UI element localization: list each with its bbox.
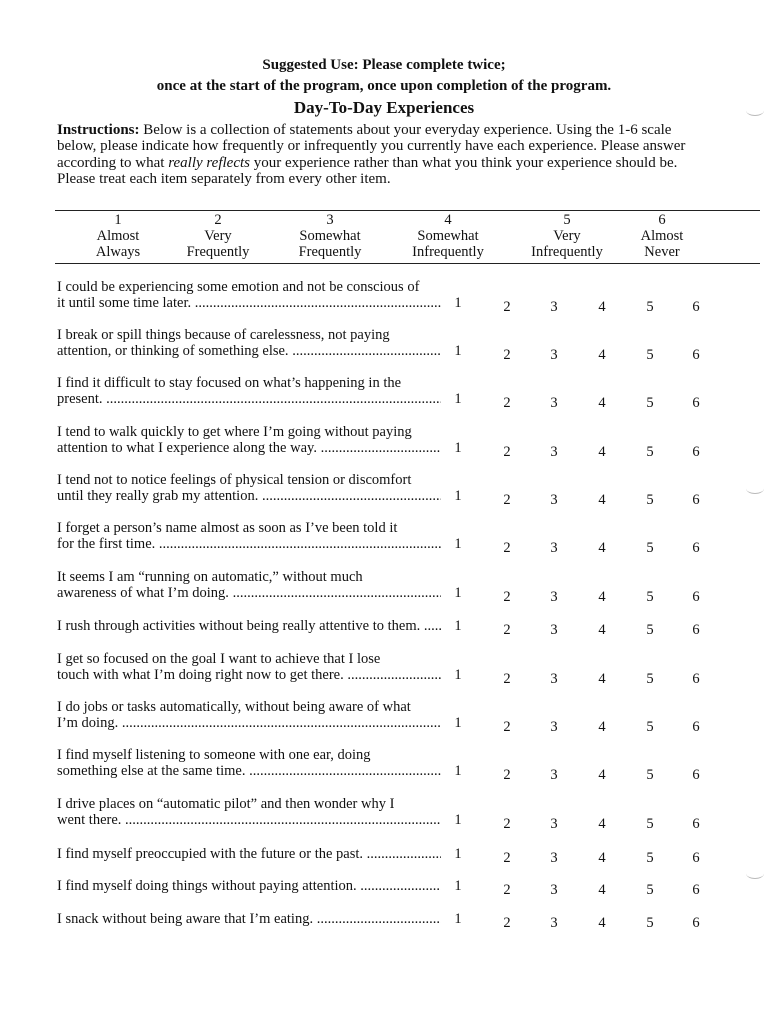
- response-option-2[interactable]: 2: [503, 671, 511, 688]
- item-statement-line-1: I could be experiencing some emotion and not be conscious of: [57, 279, 420, 295]
- item-statement: [57, 796, 441, 829]
- response-option-4[interactable]: 4: [598, 719, 606, 736]
- item-statement-line-2: present. .....: [57, 391, 441, 407]
- item-statement: [57, 651, 441, 684]
- response-option-3[interactable]: 3: [550, 915, 558, 931]
- response-option-2[interactable]: 2: [503, 850, 511, 866]
- response-option-1[interactable]: 1: [454, 846, 462, 862]
- instructions-label: Instructions:: [57, 122, 140, 138]
- scale-number: 3: [326, 212, 334, 228]
- response-option-6[interactable]: 6: [692, 671, 700, 688]
- item-statement-line-1: I tend to walk quickly to get where I’m going without paying: [57, 424, 412, 440]
- item-statement: [57, 569, 441, 602]
- item-statement-line-1: I find myself listening to someone with one ear, doing: [57, 747, 371, 763]
- response-option-2[interactable]: 2: [503, 719, 511, 736]
- response-option-6[interactable]: 6: [692, 589, 700, 606]
- response-option-3[interactable]: 3: [550, 816, 558, 833]
- response-option-3[interactable]: 3: [550, 395, 558, 412]
- response-option-4[interactable]: 4: [598, 492, 606, 509]
- response-option-1[interactable]: 1: [454, 763, 462, 780]
- response-option-5[interactable]: 5: [646, 540, 654, 557]
- response-option-6[interactable]: 6: [692, 816, 700, 833]
- response-option-1[interactable]: 1: [454, 878, 462, 894]
- instructions-text-3b: your experience rather than what you think your experience should be.: [250, 154, 678, 171]
- instructions-text-2: below, please indicate how frequently or infrequently you currently have each experience. Please answer: [57, 138, 686, 155]
- response-option-1[interactable]: 1: [454, 715, 462, 732]
- response-option-5[interactable]: 5: [646, 671, 654, 688]
- response-option-1[interactable]: 1: [454, 295, 462, 312]
- response-option-5[interactable]: 5: [646, 850, 654, 866]
- response-option-6[interactable]: 6: [692, 719, 700, 736]
- response-option-6[interactable]: 6: [692, 299, 700, 316]
- binder-hole-mark: [746, 483, 764, 494]
- response-option-5[interactable]: 5: [646, 347, 654, 364]
- scale-label-bottom: Frequently: [186, 244, 250, 260]
- response-option-1[interactable]: 1: [454, 667, 462, 684]
- page-title: Day-To-Day Experiences: [293, 98, 475, 117]
- response-option-1[interactable]: 1: [454, 536, 462, 553]
- item-statement-line-1: I break or spill things because of carelessness, not paying: [57, 327, 390, 343]
- response-option-5[interactable]: 5: [646, 767, 654, 784]
- item-statement-line-2: I’m doing. .....: [57, 715, 441, 731]
- response-option-4[interactable]: 4: [598, 589, 606, 606]
- item-statement: [57, 520, 441, 553]
- scale-column-2: [158, 212, 278, 260]
- response-option-2[interactable]: 2: [503, 767, 511, 784]
- item-statement: [57, 472, 441, 505]
- response-option-5[interactable]: 5: [646, 719, 654, 736]
- response-option-3[interactable]: 3: [550, 589, 558, 606]
- response-option-2[interactable]: 2: [503, 299, 511, 316]
- response-option-4[interactable]: 4: [598, 395, 606, 412]
- response-option-1[interactable]: 1: [454, 391, 462, 408]
- item-statement: [57, 911, 441, 927]
- response-option-2[interactable]: 2: [503, 622, 511, 638]
- response-option-2[interactable]: 2: [503, 816, 511, 833]
- item-statement-line-1: I do jobs or tasks automatically, without being aware of what: [57, 699, 411, 715]
- response-option-6[interactable]: 6: [692, 540, 700, 557]
- instructions-text-4: Please treat each item separately from every other item.: [57, 170, 391, 187]
- response-option-6[interactable]: 6: [692, 395, 700, 412]
- response-option-4[interactable]: 4: [598, 850, 606, 866]
- response-option-5[interactable]: 5: [646, 915, 654, 931]
- response-option-4[interactable]: 4: [598, 540, 606, 557]
- binder-hole-mark: [746, 105, 764, 116]
- response-option-4[interactable]: 4: [598, 299, 606, 316]
- response-option-3[interactable]: 3: [550, 850, 558, 866]
- item-statement-line-1: I forget a person’s name almost as soon as I’ve been told it: [57, 520, 398, 536]
- scale-label-top: Very: [204, 228, 232, 244]
- response-option-3[interactable]: 3: [550, 347, 558, 364]
- item-statement-line-1: I find myself preoccupied with the future or the past. .....: [57, 846, 441, 862]
- response-option-1[interactable]: 1: [454, 488, 462, 505]
- response-option-2[interactable]: 2: [503, 915, 511, 931]
- item-statement-line-1: I find it difficult to stay focused on what’s happening in the: [57, 375, 402, 391]
- response-option-6[interactable]: 6: [692, 492, 700, 509]
- response-option-3[interactable]: 3: [550, 719, 558, 736]
- scale-column-6: [602, 212, 722, 260]
- response-option-6[interactable]: 6: [692, 882, 700, 898]
- response-option-2[interactable]: 2: [503, 444, 511, 461]
- scale-column-4: [388, 212, 508, 260]
- scale-number: 2: [214, 212, 222, 228]
- scale-label-bottom: Always: [95, 244, 141, 260]
- item-statement-line-1: I tend not to notice feelings of physical tension or discomfort: [57, 472, 412, 488]
- scale-label-top: Almost: [96, 228, 140, 244]
- scale-number: 6: [658, 212, 666, 228]
- instructions: [57, 122, 723, 187]
- response-option-3[interactable]: 3: [550, 882, 558, 898]
- binder-hole-mark: [746, 868, 764, 879]
- response-option-5[interactable]: 5: [646, 622, 654, 638]
- item-statement-line-2: attention, or thinking of something else. .....: [57, 343, 441, 359]
- suggested-use-line-2: once at the start of the program, once upon completion of the program.: [156, 78, 612, 94]
- response-option-5[interactable]: 5: [646, 492, 654, 509]
- response-option-1[interactable]: 1: [454, 618, 462, 634]
- item-statement-line-1: I snack without being aware that I’m eating. .....: [57, 911, 441, 927]
- response-option-1[interactable]: 1: [454, 585, 462, 602]
- item-statement-line-1: I drive places on “automatic pilot” and then wonder why I: [57, 796, 395, 812]
- response-option-2[interactable]: 2: [503, 347, 511, 364]
- item-statement: [57, 878, 441, 894]
- item-statement-line-1: I rush through activities without being really attentive to them. .....: [57, 618, 441, 634]
- response-option-5[interactable]: 5: [646, 589, 654, 606]
- response-option-6[interactable]: 6: [692, 915, 700, 931]
- suggested-use-line-1: Suggested Use: Please complete twice;: [262, 57, 506, 73]
- response-option-5[interactable]: 5: [646, 444, 654, 461]
- response-option-3[interactable]: 3: [550, 492, 558, 509]
- response-option-1[interactable]: 1: [454, 812, 462, 829]
- response-option-4[interactable]: 4: [598, 767, 606, 784]
- response-option-4[interactable]: 4: [598, 347, 606, 364]
- response-option-6[interactable]: 6: [692, 444, 700, 461]
- response-option-6[interactable]: 6: [692, 850, 700, 866]
- item-statement: [57, 846, 441, 862]
- response-option-3[interactable]: 3: [550, 540, 558, 557]
- response-option-3[interactable]: 3: [550, 767, 558, 784]
- item-statement-line-1: It seems I am “running on automatic,” without much: [57, 569, 363, 585]
- response-option-2[interactable]: 2: [503, 540, 511, 557]
- item-statement-line-1: I get so focused on the goal I want to achieve that I lose: [57, 651, 381, 667]
- item-statement-line-2: it until some time later. .....: [57, 295, 441, 311]
- response-option-4[interactable]: 4: [598, 671, 606, 688]
- item-statement: [57, 747, 441, 780]
- item-statement-line-2: something else at the same time. .....: [57, 763, 441, 779]
- item-statement: [57, 279, 441, 312]
- scale-label-bottom: Infrequently: [412, 244, 484, 260]
- response-option-5[interactable]: 5: [646, 395, 654, 412]
- response-option-1[interactable]: 1: [454, 343, 462, 360]
- response-option-2[interactable]: 2: [503, 395, 511, 412]
- item-statement: [57, 699, 441, 732]
- instructions-text-1: Below is a collection of statements about your everyday experience. Using the 1-6 scale: [143, 122, 672, 138]
- scale-label-top: Somewhat: [299, 228, 361, 244]
- response-option-3[interactable]: 3: [550, 671, 558, 688]
- response-option-2[interactable]: 2: [503, 492, 511, 509]
- scale-number: 4: [444, 212, 452, 228]
- response-option-1[interactable]: 1: [454, 911, 462, 927]
- item-statement-line-2: awareness of what I’m doing. .....: [57, 585, 441, 601]
- scale-bottom-rule: [55, 263, 760, 264]
- scale-label-bottom: Infrequently: [531, 244, 603, 260]
- response-option-4[interactable]: 4: [598, 915, 606, 931]
- scale-number: 1: [114, 212, 122, 228]
- scale-top-rule: [55, 210, 760, 211]
- scale-label-top: Almost: [640, 228, 684, 244]
- response-option-6[interactable]: 6: [692, 347, 700, 364]
- item-statement: [57, 424, 441, 457]
- response-option-3[interactable]: 3: [550, 444, 558, 461]
- item-statement-line-2: for the first time. .....: [57, 536, 441, 552]
- item-statement-line-2: until they really grab my attention. .....: [57, 488, 441, 504]
- scale-label-top: Very: [553, 228, 581, 244]
- response-option-3[interactable]: 3: [550, 622, 558, 638]
- response-option-2[interactable]: 2: [503, 882, 511, 898]
- scale-label-top: Somewhat: [417, 228, 479, 244]
- response-option-4[interactable]: 4: [598, 882, 606, 898]
- item-statement-line-2: attention to what I experience along the way. .....: [57, 440, 441, 456]
- scale-label-bottom: Never: [644, 244, 680, 260]
- response-option-3[interactable]: 3: [550, 299, 558, 316]
- response-option-6[interactable]: 6: [692, 622, 700, 638]
- item-statement: [57, 327, 441, 360]
- response-option-2[interactable]: 2: [503, 589, 511, 606]
- item-statement: [57, 618, 441, 634]
- scale-label-bottom: Frequently: [298, 244, 362, 260]
- item-statement-line-1: I find myself doing things without paying attention. .....: [57, 878, 441, 894]
- item-statement: [57, 375, 441, 408]
- instructions-emphasis: really reflects: [168, 154, 250, 171]
- item-statement-line-2: touch with what I’m doing right now to get there. .....: [57, 667, 441, 683]
- response-option-5[interactable]: 5: [646, 816, 654, 833]
- response-option-4[interactable]: 4: [598, 816, 606, 833]
- scale-column-3: [270, 212, 390, 260]
- response-option-4[interactable]: 4: [598, 444, 606, 461]
- response-option-4[interactable]: 4: [598, 622, 606, 638]
- scale-number: 5: [563, 212, 571, 228]
- item-statement-line-2: went there. .....: [57, 812, 441, 828]
- instructions-text-3a: according to what: [57, 154, 169, 171]
- response-option-6[interactable]: 6: [692, 767, 700, 784]
- response-option-5[interactable]: 5: [646, 882, 654, 898]
- response-option-1[interactable]: 1: [454, 440, 462, 457]
- response-option-5[interactable]: 5: [646, 299, 654, 316]
